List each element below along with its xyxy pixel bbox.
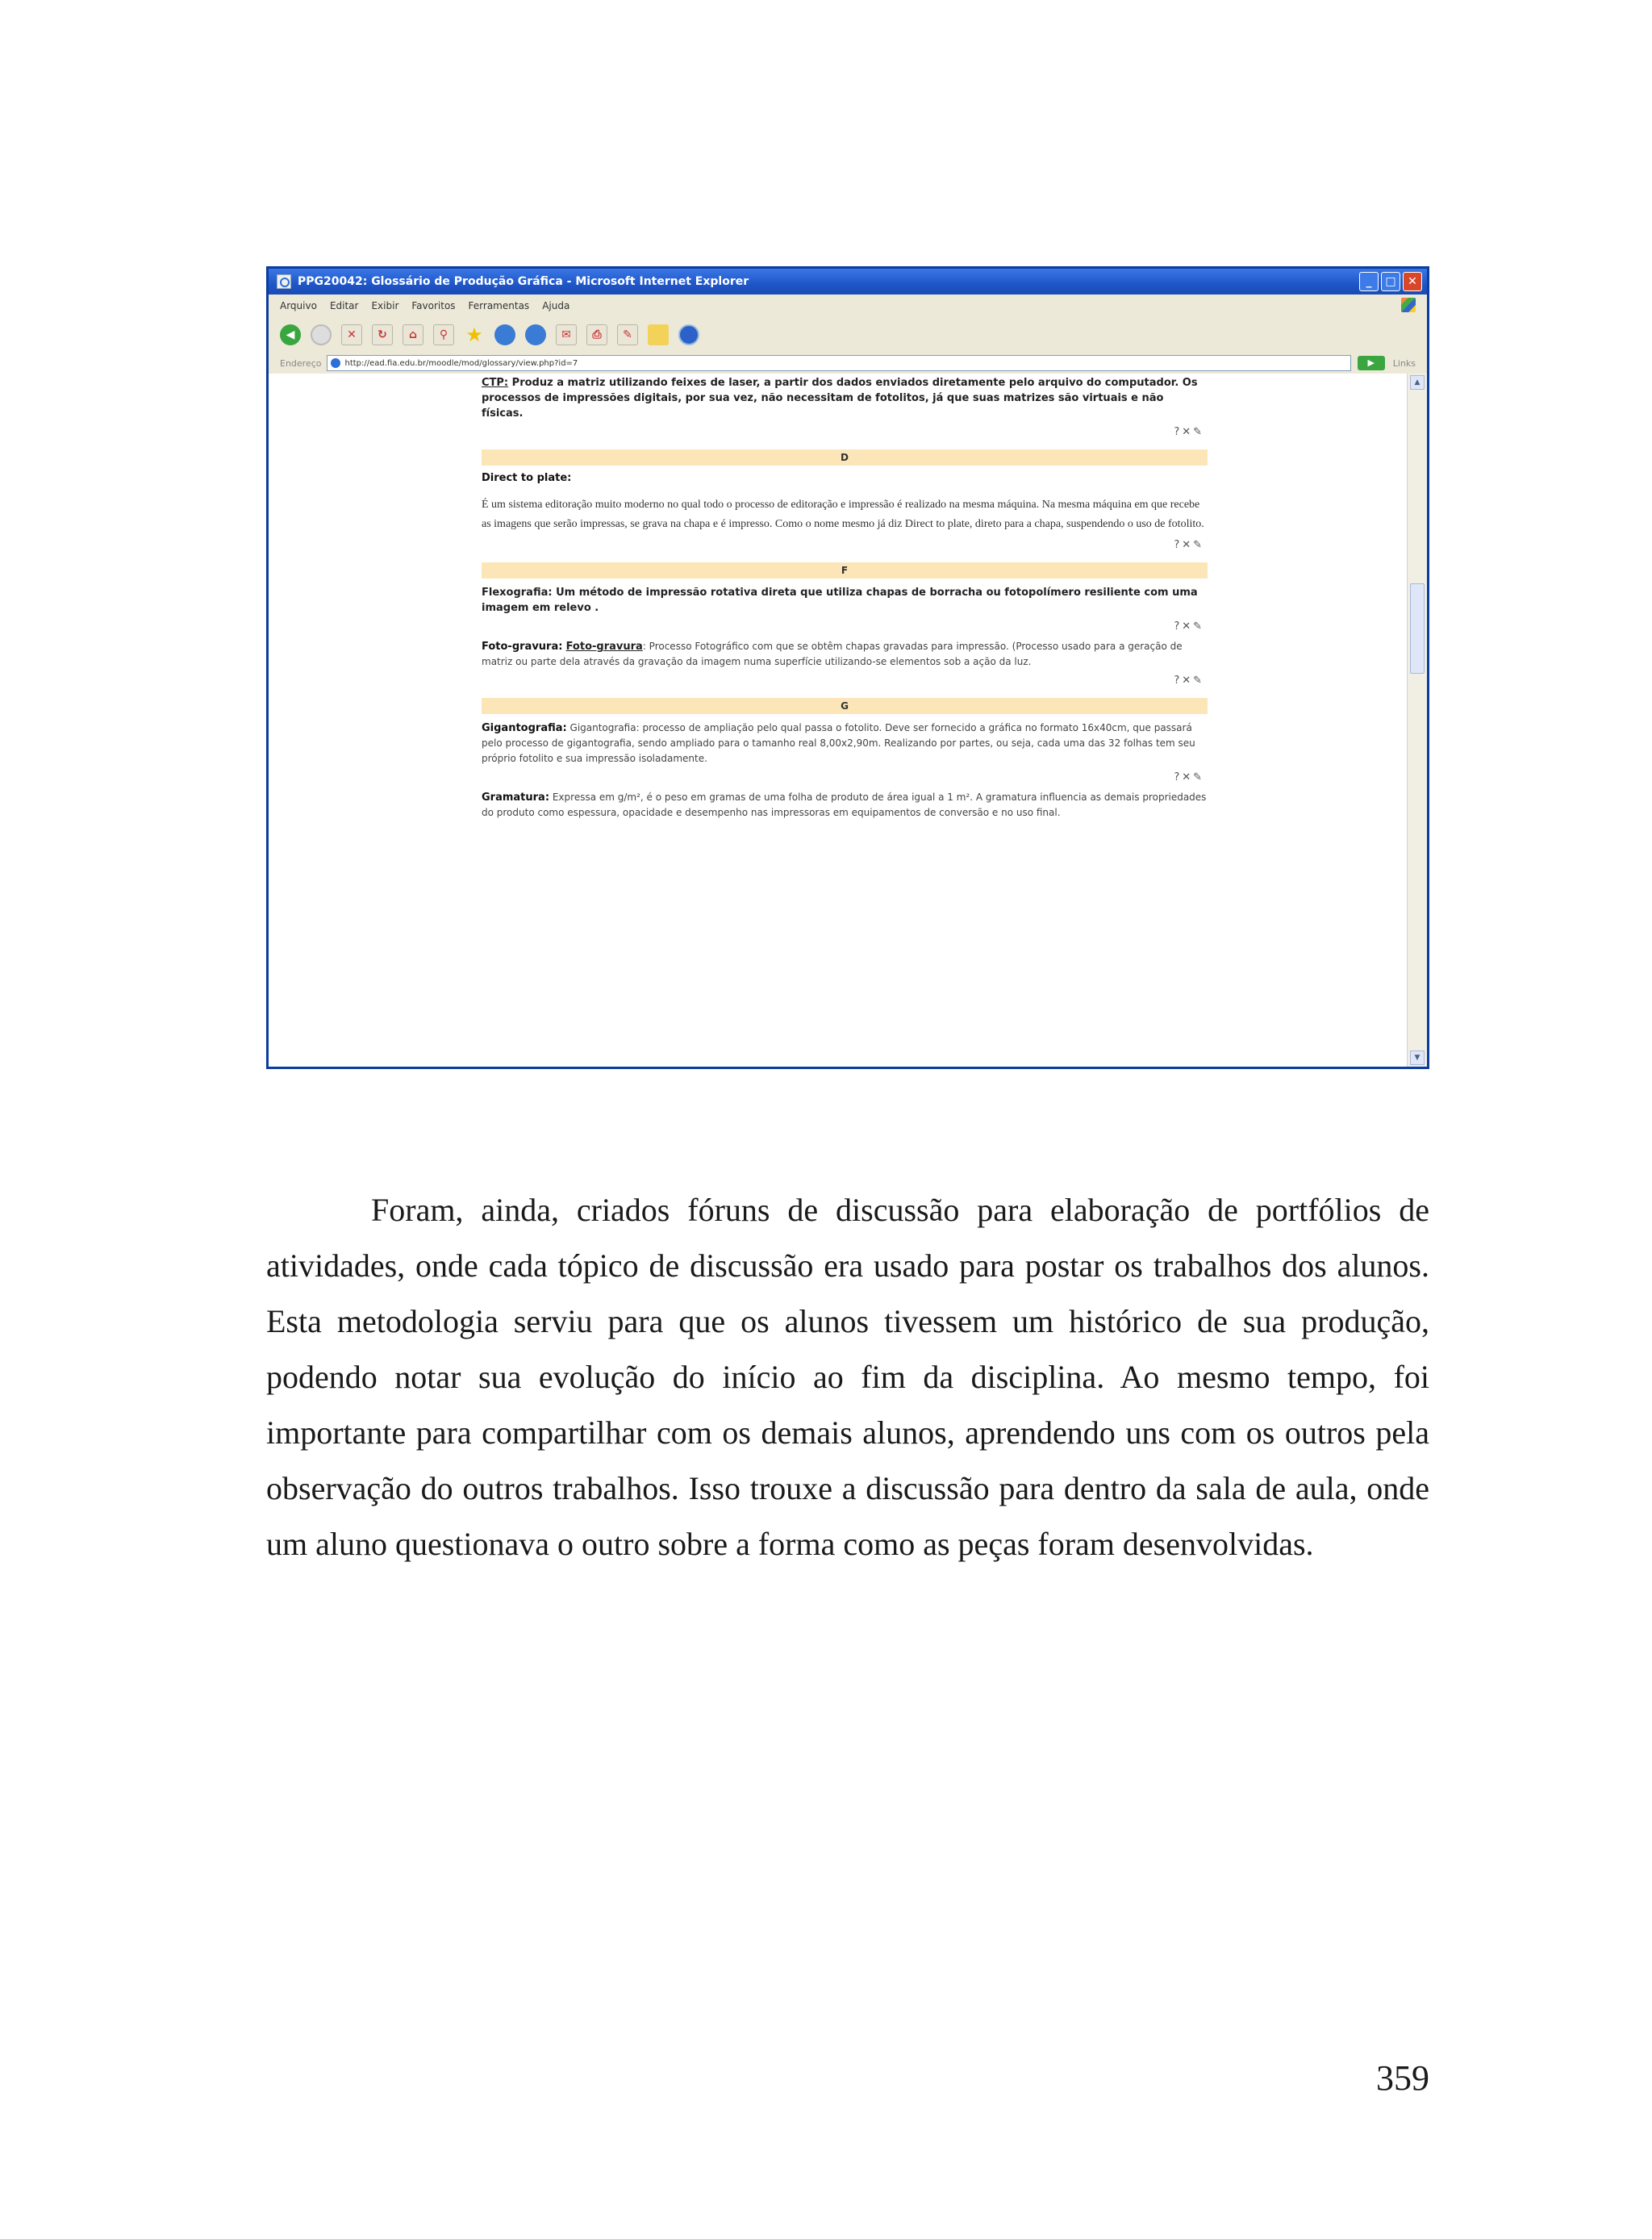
term-link[interactable]: CTP: — [482, 377, 509, 389]
menu-ajuda[interactable]: Ajuda — [542, 300, 570, 311]
glossary-term: Direct to plate: — [482, 472, 572, 484]
glossary-term: Foto-gravura: — [482, 641, 563, 653]
glossary-entry-gramatura — [482, 790, 1208, 821]
address-input[interactable] — [327, 355, 1351, 371]
media-icon[interactable] — [494, 324, 515, 345]
search-icon[interactable]: ⚲ — [433, 324, 454, 345]
letter-header-g: G — [482, 698, 1208, 714]
minimize-icon[interactable]: _ — [1359, 272, 1379, 291]
browser-window-figure — [266, 266, 1429, 1069]
menu-favoritos[interactable]: Favoritos — [411, 300, 456, 311]
forward-icon[interactable] — [311, 324, 332, 345]
menu-arquivo[interactable]: Arquivo — [280, 300, 317, 311]
favorites-icon[interactable]: ★ — [465, 324, 483, 346]
scroll-thumb[interactable] — [1410, 583, 1425, 674]
entry-actions[interactable]: ?✕✎ — [1174, 539, 1204, 551]
glossary-entry-text: É um sistema editoração muito moderno no qual todo o processo de editoração e impressão é realizado na mesma máquina. Na mesma máquina em que recebe as imagens que serão impressas, se grava na chapa e é impresso. Como o nome mesmo já diz Direct to plate, direto para a chapa, suspendendo o uso de fotolito. — [482, 499, 1204, 530]
go-button[interactable]: ▶ — [1358, 356, 1385, 370]
entry-text: Gigantografia: processo de ampliação pelo qual passa o fotolito. Deve ser fornecido a gráfica no formato 16x40cm, que passará pelo processo de gigantografia, sendo ampliado para o tamanho real 8,00x2,90m. Realizando por partes, ou seja, cada uma das 32 folhas tem seu próprio fotolito e sua impressão isoladamente. — [482, 722, 1195, 764]
address-bar — [269, 353, 1427, 374]
window-title: PPG20042: Glossário de Produção Gráfica - Microsoft Internet Explorer — [298, 275, 749, 288]
scroll-down-icon[interactable]: ▼ — [1410, 1051, 1425, 1065]
entry-actions[interactable]: ?✕✎ — [1174, 771, 1204, 783]
history-icon[interactable] — [525, 324, 546, 345]
glossary-entry-ctp — [482, 375, 1208, 421]
edit-icon[interactable]: ✎ — [617, 324, 638, 345]
ie-app-icon — [277, 274, 291, 289]
window-buttons — [1359, 272, 1422, 291]
back-icon[interactable]: ◀ — [280, 324, 301, 345]
glossary-term: Gigantografia: — [482, 722, 567, 734]
glossary-entry-flexografia: Flexografia: Um método de impressão rotativa direta que utiliza chapas de borracha ou fotopolímero resiliente com uma imagem em relevo . — [482, 587, 1198, 614]
letter-header-d: D — [482, 449, 1208, 466]
home-icon[interactable]: ⌂ — [403, 324, 423, 345]
toolbar — [269, 317, 1427, 353]
scroll-up-icon[interactable]: ▲ — [1410, 375, 1425, 390]
folder-icon[interactable] — [648, 324, 669, 345]
page-number: 359 — [1376, 2058, 1429, 2098]
glossary-entry-foto-gravura — [482, 639, 1208, 670]
term-link[interactable]: Foto-gravura — [565, 641, 643, 653]
glossary-list — [482, 374, 1208, 821]
menu-editar[interactable]: Editar — [329, 300, 359, 311]
menu-bar — [269, 294, 1427, 318]
letter-header-f: F — [482, 562, 1208, 579]
refresh-icon[interactable]: ↻ — [372, 324, 393, 345]
address-label: Endereço — [280, 357, 322, 369]
page-viewport — [269, 374, 1408, 1067]
menu-ferramentas[interactable]: Ferramentas — [468, 300, 530, 311]
entry-text: Expressa em g/m², é o peso em gramas de uma folha de produto de área igual a 1 m². A gramatura influencia as demais propriedades do produto como espessura, opacidade e desempenho nas impressoras em equipamentos de conversão e no uso final. — [482, 792, 1207, 818]
title-bar — [269, 269, 1427, 294]
stop-icon[interactable]: ✕ — [341, 324, 362, 345]
body-paragraph — [266, 1182, 1429, 1572]
glossary-entry-gigantografia — [482, 721, 1208, 767]
entry-actions[interactable]: ?✕✎ — [1174, 426, 1204, 438]
mail-icon[interactable]: ✉ — [556, 324, 577, 345]
links-label[interactable]: Links — [1392, 357, 1416, 369]
vertical-scrollbar[interactable] — [1407, 374, 1427, 1067]
glossary-term: Gramatura: — [482, 792, 550, 804]
close-icon[interactable]: ✕ — [1403, 272, 1422, 291]
entry-actions[interactable]: ?✕✎ — [1174, 620, 1204, 633]
entry-text: Produz a matriz utilizando feixes de laser, a partir dos dados enviados diretamente pelo arquivo do computador. Os processos de impressões digitais, por sua vez, não necessitam de fotolitos, já que suas matrizes são virtuais e não físicas. — [482, 377, 1198, 420]
print-icon[interactable]: ⎙ — [586, 324, 607, 345]
paragraph-text: Foram, ainda, criados fóruns de discussão para elaboração de portfólios de atividades, onde cada tópico de discussão era usado para postar os trabalhos dos alunos. Esta metodologia serviu para que os alunos tivessem um histórico de sua produção, podendo notar sua evolução do início ao fim da disciplina. Ao mesmo tempo, foi importante para compartilhar com os demais alunos, aprendendo uns com os outros pela observação do outros trabalhos. Isso trouxe a discussão para dentro da sala de aula, onde um aluno questionava o outro sobre a forma como as peças foram desenvolvidas. — [266, 1192, 1429, 1562]
entry-text: : Processo Fotográfico com que se obtêm chapas gravadas para impressão. (Processo usado para a geração de matriz ou parte dela através da gravação da imagem numa superfície utilizando-se elementos sob a ação da luz. — [482, 641, 1183, 667]
page-icon — [331, 358, 340, 368]
menu-exibir[interactable]: Exibir — [371, 300, 399, 311]
address-text: http://ead.fia.edu.br/moodle/mod/glossary/view.php?id=7 — [344, 358, 578, 368]
windows-flag-icon — [1401, 298, 1416, 312]
messenger-icon[interactable] — [678, 324, 699, 345]
entry-actions[interactable]: ?✕✎ — [1174, 675, 1204, 687]
maximize-icon[interactable]: □ — [1381, 272, 1400, 291]
